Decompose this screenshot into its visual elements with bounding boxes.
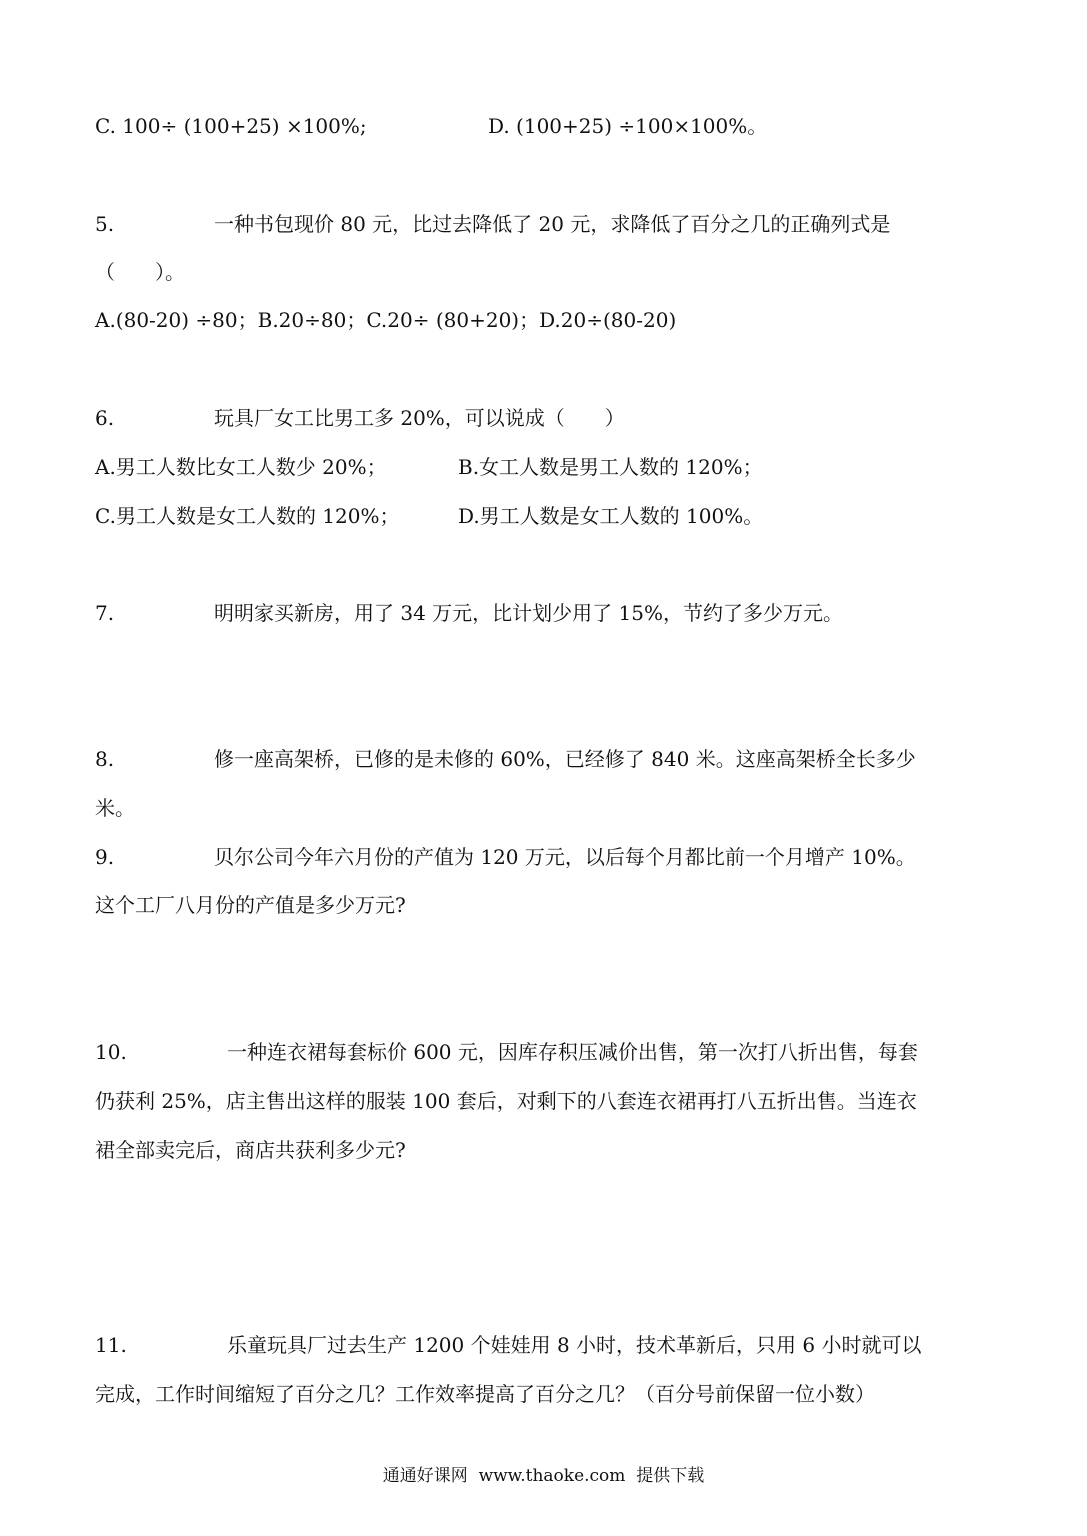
q6-option-a: A.男工人数比女工人数少 20%； [95, 455, 387, 479]
q5-options: A.(80-20) ÷80；B.20÷80；C.20÷ (80+20)；D.20÷(80-20) [95, 308, 677, 332]
q4-option-d: D. (100+25) ÷100×100%。 [488, 114, 768, 138]
q5-text-line1: 一种书包现价 80 元，比过去降低了 20 元，求降低了百分之几的正确列式是 [214, 212, 891, 236]
q10-number: 10. [95, 1040, 127, 1064]
q9-number: 9. [95, 845, 115, 869]
q9-text-line2: 这个工厂八月份的产值是多少万元? [95, 893, 406, 917]
q8-text-line1: 修一座高架桥，已修的是未修的 60%，已经修了 840 米。这座高架桥全长多少 [214, 747, 916, 771]
page-footer: 通通好课网 www.thaoke.com 提供下载 [382, 1466, 705, 1486]
q5-number: 5. [95, 212, 115, 236]
q6-option-c: C.男工人数是女工人数的 120%； [95, 504, 400, 528]
q6-option-b: B.女工人数是男工人数的 120%； [458, 455, 763, 479]
q10-text-line3: 裙全部卖完后，商店共获利多少元? [95, 1138, 406, 1162]
q7-number: 7. [95, 601, 115, 625]
q6-option-d: D.男工人数是女工人数的 100%。 [458, 504, 764, 528]
q11-text-line1: 乐童玩具厂过去生产 1200 个娃娃用 8 小时，技术革新后，只用 6 小时就可以 [227, 1333, 922, 1357]
q8-text-line2: 米。 [95, 796, 135, 820]
q5-text-line2: （ ）。 [95, 260, 185, 284]
q6-number: 6. [95, 406, 115, 430]
q6-text: 玩具厂女工比男工多 20%，可以说成（ ） [214, 406, 625, 430]
q10-text-line2: 仍获利 25%，店主售出这样的服装 100 套后，对剩下的八套连衣裙再打八五折出售。当连衣 [95, 1089, 917, 1113]
q7-text: 明明家买新房，用了 34 万元，比计划少用了 15%，节约了多少万元。 [214, 601, 843, 625]
q8-number: 8. [95, 747, 115, 771]
q11-text-line2: 完成，工作时间缩短了百分之几？工作效率提高了百分之几？（百分号前保留一位小数） [95, 1382, 875, 1406]
q11-number: 11. [95, 1333, 127, 1357]
q9-text-line1: 贝尔公司今年六月份的产值为 120 万元，以后每个月都比前一个月增产 10%。 [214, 845, 916, 869]
q4-option-c: C. 100÷ (100+25) ×100%; [95, 114, 367, 138]
q10-text-line1: 一种连衣裙每套标价 600 元，因库存积压减价出售，第一次打八折出售，每套 [227, 1040, 918, 1064]
